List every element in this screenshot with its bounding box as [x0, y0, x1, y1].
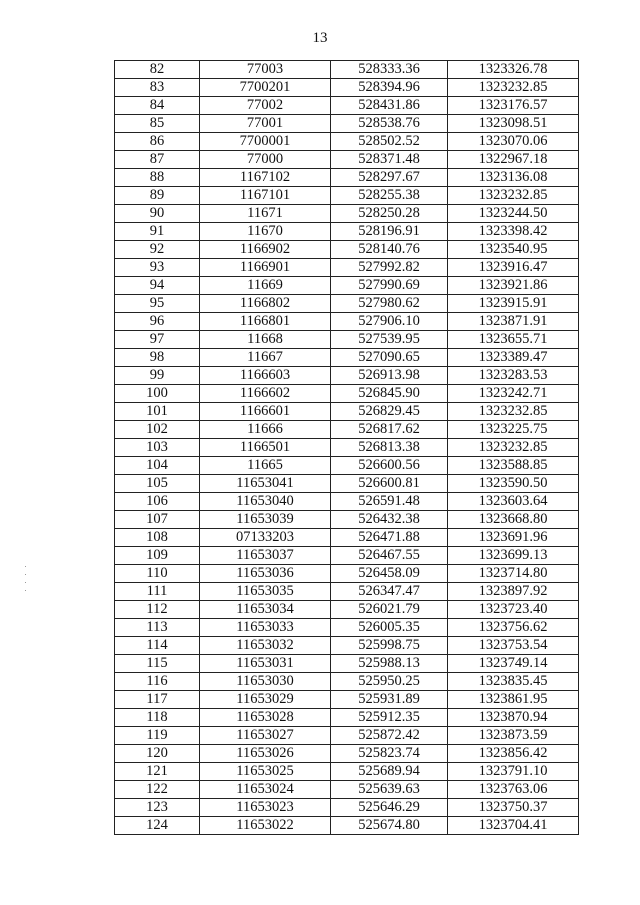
point-id-cell: 11653027 — [200, 727, 331, 745]
table-row — [115, 115, 579, 133]
point-id-cell: 11653028 — [200, 709, 331, 727]
row-number-cell: 108 — [115, 529, 200, 547]
y-coordinate-cell: 1323326.78 — [448, 61, 579, 79]
row-number-cell: 88 — [115, 169, 200, 187]
row-number-cell: 89 — [115, 187, 200, 205]
point-id-cell: 1167101 — [200, 187, 331, 205]
y-coordinate-cell: 1323283.53 — [448, 367, 579, 385]
point-id-cell: 77002 — [200, 97, 331, 115]
x-coordinate-cell: 526817.62 — [331, 421, 448, 439]
y-coordinate-cell: 1323704.41 — [448, 817, 579, 835]
row-number-cell: 111 — [115, 583, 200, 601]
row-number-cell: 119 — [115, 727, 200, 745]
table-row — [115, 709, 579, 727]
point-id-cell: 11653041 — [200, 475, 331, 493]
y-coordinate-cell: 1323915.91 — [448, 295, 579, 313]
table-row — [115, 223, 579, 241]
row-number-cell: 82 — [115, 61, 200, 79]
x-coordinate-cell: 525674.80 — [331, 817, 448, 835]
y-coordinate-cell: 1323870.94 — [448, 709, 579, 727]
point-id-cell: 11665 — [200, 457, 331, 475]
x-coordinate-cell: 525931.89 — [331, 691, 448, 709]
point-id-cell: 11653024 — [200, 781, 331, 799]
table-row — [115, 151, 579, 169]
table-row — [115, 169, 579, 187]
point-id-cell: 11670 — [200, 223, 331, 241]
row-number-cell: 117 — [115, 691, 200, 709]
x-coordinate-cell: 526432.38 — [331, 511, 448, 529]
table-row — [115, 655, 579, 673]
table-row — [115, 691, 579, 709]
table-row — [115, 349, 579, 367]
point-id-cell: 11653036 — [200, 565, 331, 583]
point-id-cell: 7700001 — [200, 133, 331, 151]
x-coordinate-cell: 528538.76 — [331, 115, 448, 133]
x-coordinate-cell: 526458.09 — [331, 565, 448, 583]
y-coordinate-cell: 1323691.96 — [448, 529, 579, 547]
table-row — [115, 259, 579, 277]
row-number-cell: 99 — [115, 367, 200, 385]
table-row — [115, 727, 579, 745]
table-row — [115, 295, 579, 313]
table-row — [115, 529, 579, 547]
x-coordinate-cell: 528502.52 — [331, 133, 448, 151]
table-row — [115, 457, 579, 475]
table-row — [115, 187, 579, 205]
y-coordinate-cell: 1323750.37 — [448, 799, 579, 817]
table-row — [115, 601, 579, 619]
row-number-cell: 112 — [115, 601, 200, 619]
point-id-cell: 11669 — [200, 277, 331, 295]
point-id-cell: 7700201 — [200, 79, 331, 97]
row-number-cell: 84 — [115, 97, 200, 115]
y-coordinate-cell: 1323232.85 — [448, 439, 579, 457]
y-coordinate-cell: 1323136.08 — [448, 169, 579, 187]
y-coordinate-cell: 1323916.47 — [448, 259, 579, 277]
point-id-cell: 1166902 — [200, 241, 331, 259]
x-coordinate-cell: 526913.98 — [331, 367, 448, 385]
table-row — [115, 637, 579, 655]
page-number: 13 — [312, 30, 328, 46]
row-number-cell: 105 — [115, 475, 200, 493]
y-coordinate-cell: 1323921.86 — [448, 277, 579, 295]
point-id-cell: 1166603 — [200, 367, 331, 385]
table-row — [115, 799, 579, 817]
row-number-cell: 101 — [115, 403, 200, 421]
row-number-cell: 107 — [115, 511, 200, 529]
x-coordinate-cell: 527539.95 — [331, 331, 448, 349]
y-coordinate-cell: 1323588.85 — [448, 457, 579, 475]
table-row — [115, 385, 579, 403]
x-coordinate-cell: 527090.65 — [331, 349, 448, 367]
y-coordinate-cell: 1323699.13 — [448, 547, 579, 565]
point-id-cell: 1166802 — [200, 295, 331, 313]
x-coordinate-cell: 525872.42 — [331, 727, 448, 745]
x-coordinate-cell: 527906.10 — [331, 313, 448, 331]
y-coordinate-cell: 1323232.85 — [448, 187, 579, 205]
table-row — [115, 97, 579, 115]
table-row — [115, 619, 579, 637]
row-number-cell: 121 — [115, 763, 200, 781]
point-id-cell: 77003 — [200, 61, 331, 79]
x-coordinate-cell: 526600.81 — [331, 475, 448, 493]
x-coordinate-cell: 525639.63 — [331, 781, 448, 799]
table-row — [115, 331, 579, 349]
y-coordinate-cell: 1323232.85 — [448, 403, 579, 421]
table-row — [115, 565, 579, 583]
table-row — [115, 205, 579, 223]
x-coordinate-cell: 526471.88 — [331, 529, 448, 547]
table-row — [115, 241, 579, 259]
table-row — [115, 583, 579, 601]
point-id-cell: 11653039 — [200, 511, 331, 529]
row-number-cell: 86 — [115, 133, 200, 151]
row-number-cell: 114 — [115, 637, 200, 655]
table-row — [115, 313, 579, 331]
point-id-cell: 1166901 — [200, 259, 331, 277]
table-row — [115, 763, 579, 781]
row-number-cell: 95 — [115, 295, 200, 313]
y-coordinate-cell: 1323753.54 — [448, 637, 579, 655]
row-number-cell: 120 — [115, 745, 200, 763]
x-coordinate-cell: 527980.62 — [331, 295, 448, 313]
x-coordinate-cell: 526021.79 — [331, 601, 448, 619]
point-id-cell: 11671 — [200, 205, 331, 223]
y-coordinate-cell: 1323176.57 — [448, 97, 579, 115]
row-number-cell: 96 — [115, 313, 200, 331]
x-coordinate-cell: 528394.96 — [331, 79, 448, 97]
x-coordinate-cell: 528255.38 — [331, 187, 448, 205]
row-number-cell: 85 — [115, 115, 200, 133]
table-row — [115, 547, 579, 565]
x-coordinate-cell: 525912.35 — [331, 709, 448, 727]
row-number-cell: 116 — [115, 673, 200, 691]
row-number-cell: 91 — [115, 223, 200, 241]
row-number-cell: 109 — [115, 547, 200, 565]
point-id-cell: 11653031 — [200, 655, 331, 673]
point-id-cell: 1166501 — [200, 439, 331, 457]
point-id-cell: 11666 — [200, 421, 331, 439]
y-coordinate-cell: 1323603.64 — [448, 493, 579, 511]
row-number-cell: 103 — [115, 439, 200, 457]
table-row — [115, 133, 579, 151]
row-number-cell: 83 — [115, 79, 200, 97]
x-coordinate-cell: 525998.75 — [331, 637, 448, 655]
y-coordinate-cell: 1323590.50 — [448, 475, 579, 493]
point-id-cell: 11653030 — [200, 673, 331, 691]
table-row — [115, 817, 579, 835]
table-row — [115, 421, 579, 439]
x-coordinate-cell: 525950.25 — [331, 673, 448, 691]
row-number-cell: 92 — [115, 241, 200, 259]
x-coordinate-cell: 525823.74 — [331, 745, 448, 763]
y-coordinate-cell: 1323098.51 — [448, 115, 579, 133]
row-number-cell: 113 — [115, 619, 200, 637]
point-id-cell: 11653029 — [200, 691, 331, 709]
x-coordinate-cell: 526600.56 — [331, 457, 448, 475]
row-number-cell: 110 — [115, 565, 200, 583]
table-row — [115, 673, 579, 691]
table-row — [115, 745, 579, 763]
margin-scan-dots — [25, 566, 27, 592]
x-coordinate-cell: 525988.13 — [331, 655, 448, 673]
x-coordinate-cell: 527990.69 — [331, 277, 448, 295]
row-number-cell: 98 — [115, 349, 200, 367]
x-coordinate-cell: 526005.35 — [331, 619, 448, 637]
point-id-cell: 1166601 — [200, 403, 331, 421]
table-row — [115, 277, 579, 295]
y-coordinate-cell: 1323856.42 — [448, 745, 579, 763]
table-row — [115, 439, 579, 457]
x-coordinate-cell: 526845.90 — [331, 385, 448, 403]
table-row — [115, 781, 579, 799]
x-coordinate-cell: 526829.45 — [331, 403, 448, 421]
x-coordinate-cell: 526591.48 — [331, 493, 448, 511]
row-number-cell: 97 — [115, 331, 200, 349]
x-coordinate-cell: 526467.55 — [331, 547, 448, 565]
y-coordinate-cell: 1322967.18 — [448, 151, 579, 169]
y-coordinate-cell: 1323070.06 — [448, 133, 579, 151]
point-id-cell: 11653035 — [200, 583, 331, 601]
row-number-cell: 106 — [115, 493, 200, 511]
x-coordinate-cell: 528297.67 — [331, 169, 448, 187]
y-coordinate-cell: 1323225.75 — [448, 421, 579, 439]
row-number-cell: 122 — [115, 781, 200, 799]
row-number-cell: 93 — [115, 259, 200, 277]
table-row — [115, 61, 579, 79]
y-coordinate-cell: 1323655.71 — [448, 331, 579, 349]
table-row — [115, 493, 579, 511]
table-row — [115, 367, 579, 385]
x-coordinate-cell: 528431.86 — [331, 97, 448, 115]
row-number-cell: 123 — [115, 799, 200, 817]
point-id-cell: 1166602 — [200, 385, 331, 403]
point-id-cell: 11653037 — [200, 547, 331, 565]
point-id-cell: 11653034 — [200, 601, 331, 619]
table-row — [115, 79, 579, 97]
y-coordinate-cell: 1323232.85 — [448, 79, 579, 97]
x-coordinate-cell: 528196.91 — [331, 223, 448, 241]
point-id-cell: 77001 — [200, 115, 331, 133]
x-coordinate-cell: 528333.36 — [331, 61, 448, 79]
point-id-cell: 11653022 — [200, 817, 331, 835]
y-coordinate-cell: 1323244.50 — [448, 205, 579, 223]
y-coordinate-cell: 1323835.45 — [448, 673, 579, 691]
y-coordinate-cell: 1323723.40 — [448, 601, 579, 619]
x-coordinate-cell: 526813.38 — [331, 439, 448, 457]
y-coordinate-cell: 1323756.62 — [448, 619, 579, 637]
point-id-cell: 11668 — [200, 331, 331, 349]
y-coordinate-cell: 1323897.92 — [448, 583, 579, 601]
table-row — [115, 511, 579, 529]
row-number-cell: 100 — [115, 385, 200, 403]
x-coordinate-cell: 526347.47 — [331, 583, 448, 601]
row-number-cell: 104 — [115, 457, 200, 475]
point-id-cell: 1167102 — [200, 169, 331, 187]
y-coordinate-cell: 1323242.71 — [448, 385, 579, 403]
row-number-cell: 102 — [115, 421, 200, 439]
row-number-cell: 118 — [115, 709, 200, 727]
x-coordinate-cell: 527992.82 — [331, 259, 448, 277]
y-coordinate-cell: 1323389.47 — [448, 349, 579, 367]
row-number-cell: 90 — [115, 205, 200, 223]
row-number-cell: 94 — [115, 277, 200, 295]
point-id-cell: 11653025 — [200, 763, 331, 781]
x-coordinate-cell: 528371.48 — [331, 151, 448, 169]
coordinates-table-body — [115, 61, 579, 835]
y-coordinate-cell: 1323861.95 — [448, 691, 579, 709]
point-id-cell: 11653033 — [200, 619, 331, 637]
y-coordinate-cell: 1323871.91 — [448, 313, 579, 331]
point-id-cell: 11667 — [200, 349, 331, 367]
table-row — [115, 475, 579, 493]
x-coordinate-cell: 528140.76 — [331, 241, 448, 259]
y-coordinate-cell: 1323714.80 — [448, 565, 579, 583]
point-id-cell: 11653032 — [200, 637, 331, 655]
point-id-cell: 11653040 — [200, 493, 331, 511]
coordinates-table — [114, 60, 579, 835]
point-id-cell: 07133203 — [200, 529, 331, 547]
y-coordinate-cell: 1323668.80 — [448, 511, 579, 529]
y-coordinate-cell: 1323763.06 — [448, 781, 579, 799]
point-id-cell: 11653023 — [200, 799, 331, 817]
y-coordinate-cell: 1323749.14 — [448, 655, 579, 673]
y-coordinate-cell: 1323791.10 — [448, 763, 579, 781]
x-coordinate-cell: 528250.28 — [331, 205, 448, 223]
point-id-cell: 1166801 — [200, 313, 331, 331]
row-number-cell: 115 — [115, 655, 200, 673]
row-number-cell: 87 — [115, 151, 200, 169]
x-coordinate-cell: 525646.29 — [331, 799, 448, 817]
table-row — [115, 403, 579, 421]
point-id-cell: 77000 — [200, 151, 331, 169]
x-coordinate-cell: 525689.94 — [331, 763, 448, 781]
row-number-cell: 124 — [115, 817, 200, 835]
y-coordinate-cell: 1323540.95 — [448, 241, 579, 259]
y-coordinate-cell: 1323873.59 — [448, 727, 579, 745]
y-coordinate-cell: 1323398.42 — [448, 223, 579, 241]
point-id-cell: 11653026 — [200, 745, 331, 763]
